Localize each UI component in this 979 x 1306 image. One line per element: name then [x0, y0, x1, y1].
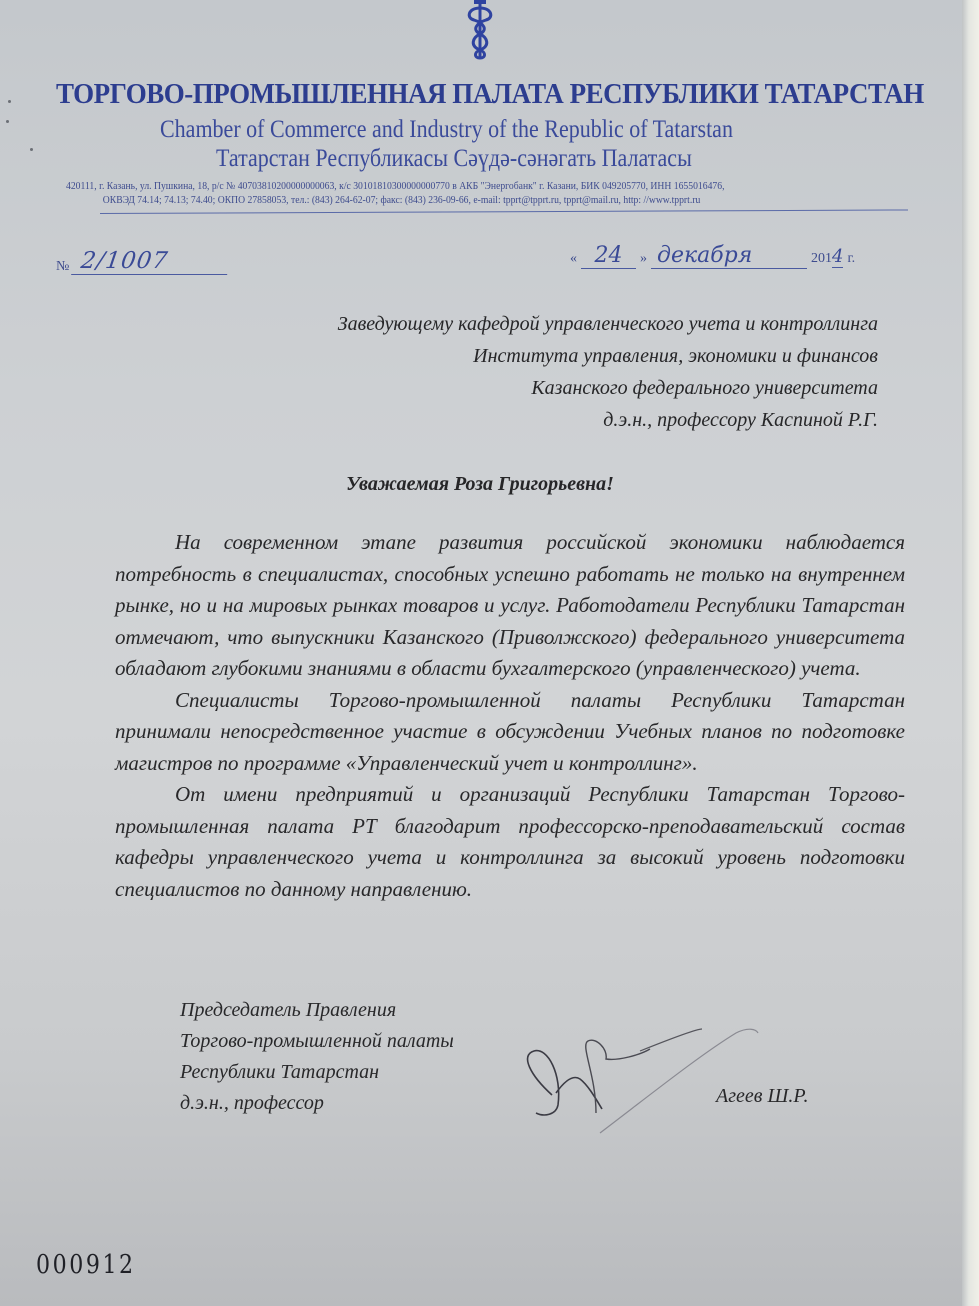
- body-paragraph: От имени предприятий и организаций Республики Татарстан Торгово-промышленная палата РТ благодарит профессорско-преподавательский состав кафедры управленческого учета и контроллинга за высокий уровень подготовки специалистов по данному направлению.: [115, 782, 905, 901]
- date-year-unit: г.: [847, 251, 856, 266]
- salutation: Уважаемая Роза Григорьевна!: [346, 473, 614, 495]
- date-year-prefix: 201: [811, 251, 832, 266]
- paper-speck: [30, 148, 33, 151]
- number-value: 2/1007: [71, 248, 231, 275]
- date-day: 24: [581, 243, 636, 269]
- signatory-title-line: Торгово-промышленной палаты: [180, 1030, 454, 1052]
- signatory-title-block: [180, 995, 454, 1119]
- addressee-line: Заведующему кафедрой управленческого учета и контроллинга: [337, 313, 878, 335]
- organization-title-russian: ТОРГОВО-ПРОМЫШЛЕННАЯ ПАЛАТА РЕСПУБЛИКИ ТАТАРСТАН: [56, 78, 924, 110]
- body-paragraph: Специалисты Торгово-промышленной палаты Республики Татарстан принимали непосредственное участие в обсуждении Учебных планов по подготовке магистров по программе «Управленческий учет и контроллинг».: [115, 687, 905, 775]
- handwritten-signature: [500, 1015, 770, 1145]
- date-year-suffix: 4: [832, 246, 844, 267]
- letter-date: [570, 243, 855, 269]
- body-paragraph: На современном этапе развития российской экономики наблюдается потребность в специалистах, способных успешно работать не только на внутреннем рынке, но и на мировых рынках товаров и услуг. Работодатели Республики Татарстан отмечают, что выпускники Казанского (Приволжского) федерального университета обладают глубокими знаниями в области бухгалтерского (управленческого) учета.: [115, 530, 905, 680]
- date-month: декабря: [651, 243, 807, 269]
- caduceus-emblem-icon: [440, 0, 520, 62]
- signatory-title-line: Председатель Правления: [180, 999, 397, 1021]
- page-edge-background: [962, 0, 979, 1306]
- organization-title-tatar: Татарстан Республикасы Сәүдә-сәнәгать Палатасы: [216, 145, 692, 172]
- addressee-block: [338, 308, 878, 436]
- addressee-line: Института управления, экономики и финансов: [473, 345, 878, 367]
- number-label: №: [56, 259, 70, 274]
- letter-body: [115, 527, 905, 905]
- quote-open: «: [570, 251, 577, 266]
- requisites-line: ОКВЭД 74.14; 74.13; 74.40; ОКПО 27858053, тел.: (843) 264-62-07; факс: (843) 236-09-66, e-mail: tpprt@tpprt.ru, tpprt@mail.ru, http: //www.tpprt.ru: [102, 195, 701, 206]
- signatory-title-line: Республики Татарстан: [180, 1061, 380, 1083]
- header-divider: [100, 209, 908, 214]
- organization-requisites: [66, 180, 906, 208]
- signatory-title-line: д.э.н., профессор: [180, 1092, 324, 1114]
- organization-title-english: Chamber of Commerce and Industry of the Republic of Tatarstan: [160, 116, 733, 143]
- paper-speck: [6, 120, 9, 123]
- outgoing-number: [56, 248, 229, 275]
- signatory-name: Агеев Ш.Р.: [716, 1085, 809, 1107]
- quote-close: »: [640, 251, 647, 266]
- serial-number: 000912: [36, 1250, 136, 1280]
- addressee-line: Казанского федерального университета: [531, 377, 878, 399]
- paper-speck: [8, 100, 11, 103]
- addressee-line: д.э.н., профессору Каспиной Р.Г.: [603, 409, 878, 431]
- requisites-line: 420111, г. Казань, ул. Пушкина, 18, р/с № 40703810200000000063, к/с 30101810300000000770 в АКБ "Энергобанк" г. Казани, БИК 049205770, ИНН 1655016476,: [66, 181, 725, 192]
